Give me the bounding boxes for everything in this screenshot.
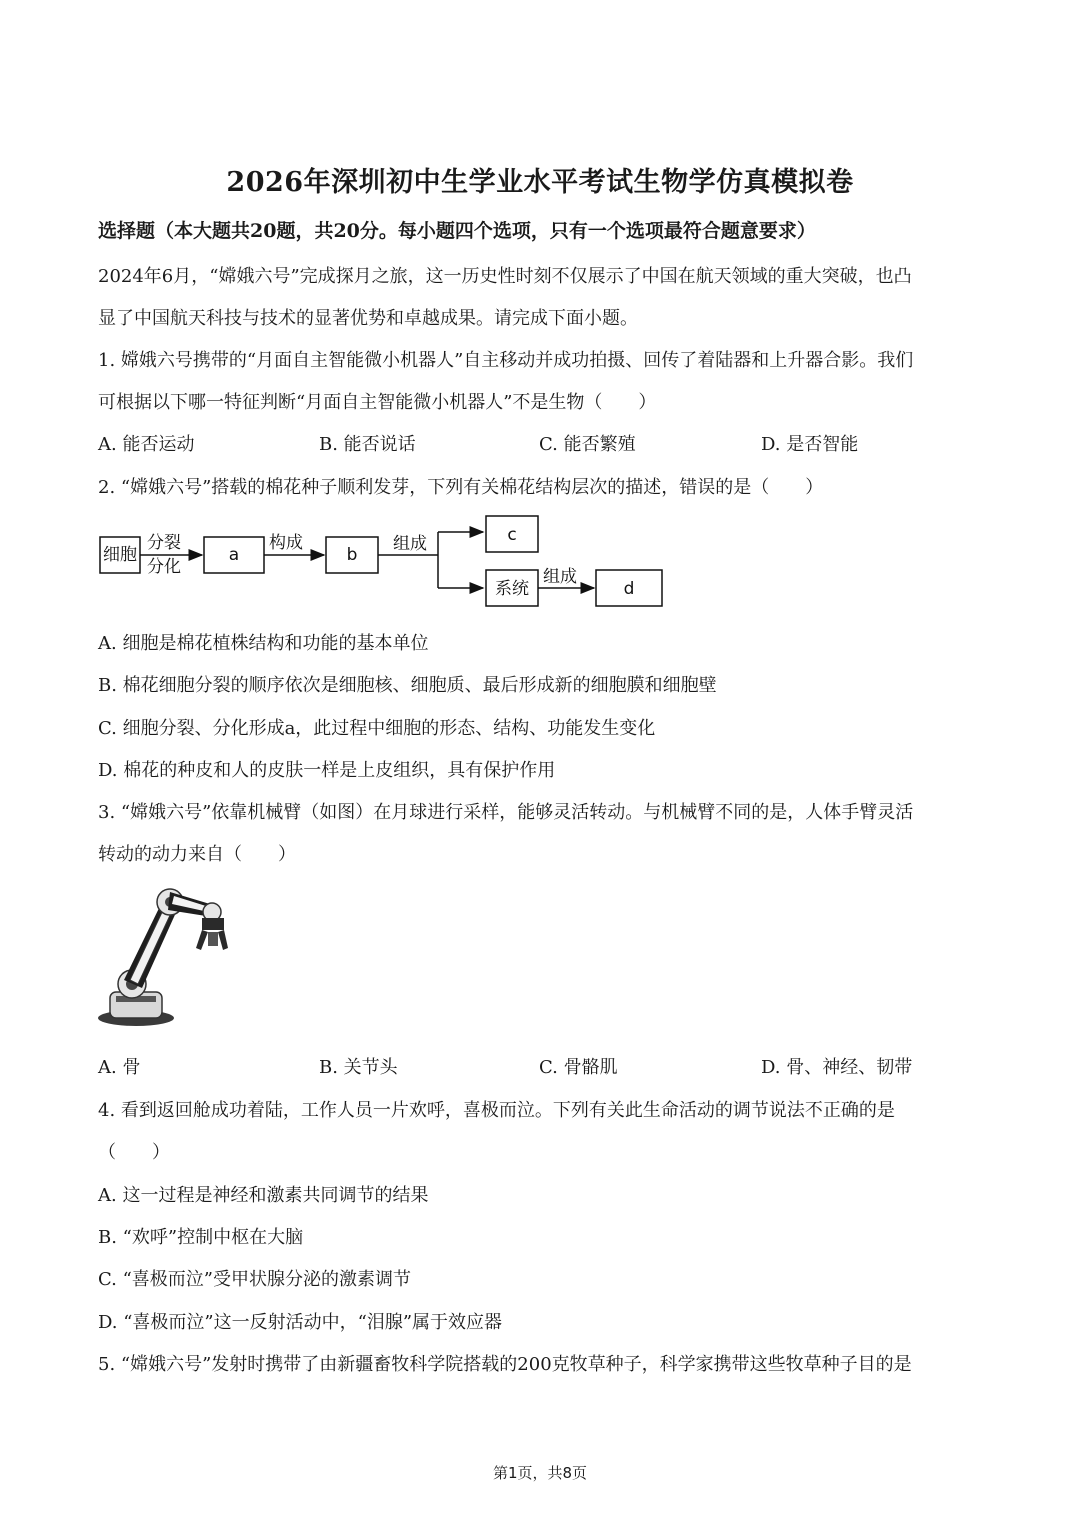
- c-label: c: [507, 525, 517, 545]
- page-footer: 第1页，共8页: [492, 1464, 588, 1482]
- q3-options: [98, 1053, 998, 1077]
- system-label: 系统: [495, 579, 529, 599]
- q1-options: [98, 430, 998, 454]
- intro-line-2: 显了中国航天科技与技术的显著优势和卓越成果。请完成下面小题。: [98, 308, 638, 329]
- differentiate-label: 分化: [147, 557, 181, 577]
- q2-option-d[interactable]: D. 棉花的种皮和人的皮肤一样是上皮组织，具有保护作用: [98, 760, 556, 781]
- cell-label: 细胞: [103, 545, 137, 565]
- q5-stem: 5. “嫦娥六号”发射时携带了由新疆畜牧科学院搭载的200克牧草种子，科学家携带这些牧草种子目的是: [98, 1354, 912, 1375]
- d-label: d: [623, 579, 635, 599]
- q4-stem-line-1: 4. 看到返回舱成功着陆，工作人员一片欢呼，喜极而泣。下列有关此生命活动的调节说法不正确的是: [98, 1100, 895, 1121]
- q1-option-c[interactable]: C. 能否繁殖: [539, 434, 636, 455]
- q1-option-d[interactable]: D. 是否智能: [761, 434, 859, 455]
- q4-option-c[interactable]: C. “喜极而泣”受甲状腺分泌的激素调节: [98, 1269, 411, 1290]
- q3-stem-line-2: 转动的动力来自（ ）: [98, 844, 296, 865]
- page-title: 2026年深圳初中生学业水平考试生物学仿真模拟卷: [226, 167, 854, 198]
- b-label: b: [346, 545, 358, 565]
- q3-option-a[interactable]: A. 骨: [98, 1057, 141, 1078]
- q1-option-b[interactable]: B. 能否说话: [319, 434, 416, 455]
- q2-option-a[interactable]: A. 细胞是棉花植株结构和功能的基本单位: [98, 633, 429, 654]
- q2-option-b[interactable]: B. 棉花细胞分裂的顺序依次是细胞核、细胞质、最后形成新的细胞膜和细胞壁: [98, 675, 717, 696]
- q1-stem-line-2: 可根据以下哪一特征判断“月面自主智能微小机器人”不是生物（ ）: [98, 392, 657, 413]
- compose1-label: 组成: [393, 534, 427, 554]
- q3-stem-line-1: 3. “嫦娥六号”依靠机械臂（如图）在月球进行采样，能够灵活转动。与机械臂不同的是，人体手臂灵活: [98, 802, 914, 823]
- q3-option-d[interactable]: D. 骨、神经、韧带: [761, 1057, 913, 1078]
- q4-option-d[interactable]: D. “喜极而泣”这一反射活动中，“泪腺”属于效应器: [98, 1312, 503, 1333]
- robotic-arm-image: [98, 884, 238, 1029]
- q1-stem-line-1: 1. 嫦娥六号携带的“月面自主智能微小机器人”自主移动并成功拍摄、回传了着陆器和上升器合影。我们: [98, 350, 914, 371]
- q4-option-a[interactable]: A. 这一过程是神经和激素共同调节的结果: [98, 1185, 429, 1206]
- compose2-label: 组成: [543, 567, 577, 587]
- q2-option-c[interactable]: C. 细胞分裂、分化形成a，此过程中细胞的形态、结构、功能发生变化: [98, 718, 656, 739]
- a-label: a: [228, 545, 240, 565]
- form-label: 构成: [269, 533, 303, 553]
- q3-option-b[interactable]: B. 关节头: [319, 1057, 398, 1078]
- q4-stem-line-2: （ ）: [98, 1142, 170, 1163]
- q2-stem: 2. “嫦娥六号”搭载的棉花种子顺利发芽，下列有关棉花结构层次的描述，错误的是（ ）: [98, 477, 824, 498]
- structure-level-diagram: [98, 512, 678, 612]
- q1-option-a[interactable]: A. 能否运动: [98, 434, 195, 455]
- q3-option-c[interactable]: C. 骨骼肌: [539, 1057, 618, 1078]
- divide-label: 分裂: [147, 533, 181, 553]
- intro-line-1: 2024年6月，“嫦娥六号”完成探月之旅，这一历史性时刻不仅展示了中国在航天领域的重大突破，也凸: [98, 266, 912, 287]
- section-heading: 选择题（本大题共20题，共20分。每小题四个选项，只有一个选项最符合题意要求）: [98, 220, 816, 242]
- q4-option-b[interactable]: B. “欢呼”控制中枢在大脑: [98, 1227, 304, 1248]
